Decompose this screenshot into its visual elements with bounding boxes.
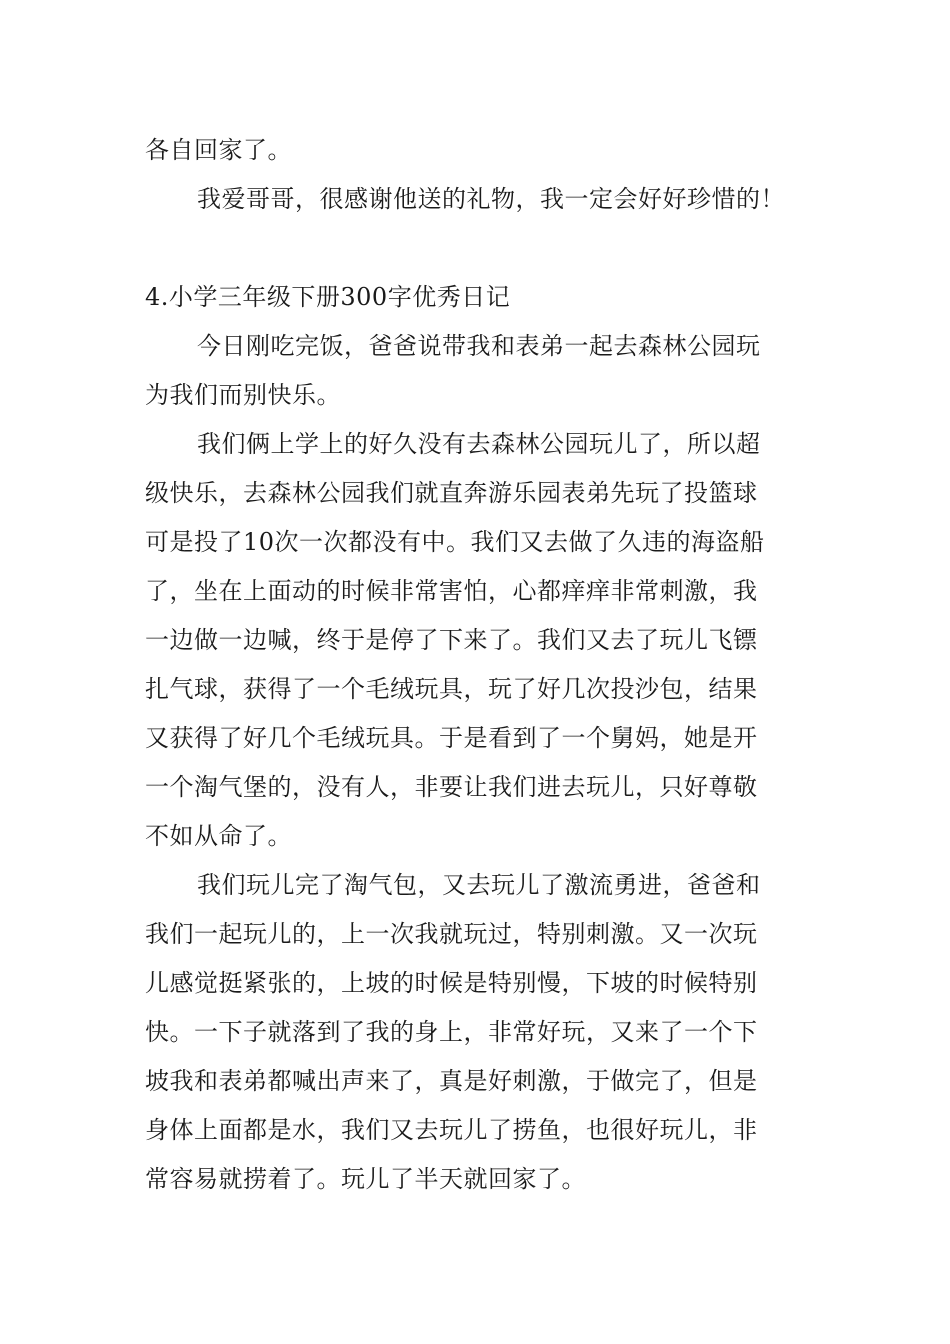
paragraph3-line-3: 儿感觉挺紧张的，上坡的时候是特别慢，下坡的时候特别 <box>145 969 758 997</box>
paragraph3-line-6: 身体上面都是水，我们又去玩儿了捞鱼，也很好玩儿，非 <box>145 1116 758 1144</box>
paragraph2-line-8: 一个淘气堡的，没有人，非要让我们进去玩儿，只好尊敬 <box>145 773 758 801</box>
intro-line-2: 我爱哥哥，很感谢他送的礼物，我一定会好好珍惜的！ <box>197 185 785 213</box>
section-title: 4.小学三年级下册300字优秀日记 <box>145 283 511 311</box>
document-page <box>145 126 807 1204</box>
paragraph3-line-7: 常容易就捞着了。玩儿了半天就回家了。 <box>145 1165 586 1193</box>
paragraph3-line-1: 我们玩儿完了淘气包，又去玩儿了激流勇进，爸爸和 <box>197 871 761 899</box>
paragraph1-line-1: 今日刚吃完饭，爸爸说带我和表弟一起去森林公园玩 <box>197 332 761 360</box>
paragraph3-line-4: 快。一下子就落到了我的身上，非常好玩，又来了一个下 <box>145 1018 758 1046</box>
section-gap <box>145 224 807 273</box>
paragraph2-line-4: 了，坐在上面动的时候非常害怕，心都痒痒非常刺激，我 <box>145 577 758 605</box>
paragraph2-line-1: 我们俩上学上的好久没有去森林公园玩儿了，所以超 <box>197 430 761 458</box>
paragraph2-line-6: 扎气球，获得了一个毛绒玩具，玩了好几次投沙包，结果 <box>145 675 758 703</box>
paragraph2-line-3: 可是投了10次一次都没有中。我们又去做了久违的海盗船 <box>145 528 765 556</box>
paragraph2-line-9: 不如从命了。 <box>145 822 292 850</box>
paragraph2-line-5: 一边做一边喊，终于是停了下来了。我们又去了玩儿飞镖 <box>145 626 758 654</box>
paragraph3-line-2: 我们一起玩儿的，上一次我就玩过，特别刺激。又一次玩 <box>145 920 758 948</box>
paragraph2-line-2: 级快乐，去森林公园我们就直奔游乐园表弟先玩了投篮球 <box>145 479 758 507</box>
intro-line-1: 各自回家了。 <box>145 136 292 164</box>
paragraph2-line-7: 又获得了好几个毛绒玩具。于是看到了一个舅妈，她是开 <box>145 724 758 752</box>
paragraph3-line-5: 坡我和表弟都喊出声来了，真是好刺激，于做完了，但是 <box>145 1067 758 1095</box>
paragraph1-line-2: 为我们而别快乐。 <box>145 381 341 409</box>
